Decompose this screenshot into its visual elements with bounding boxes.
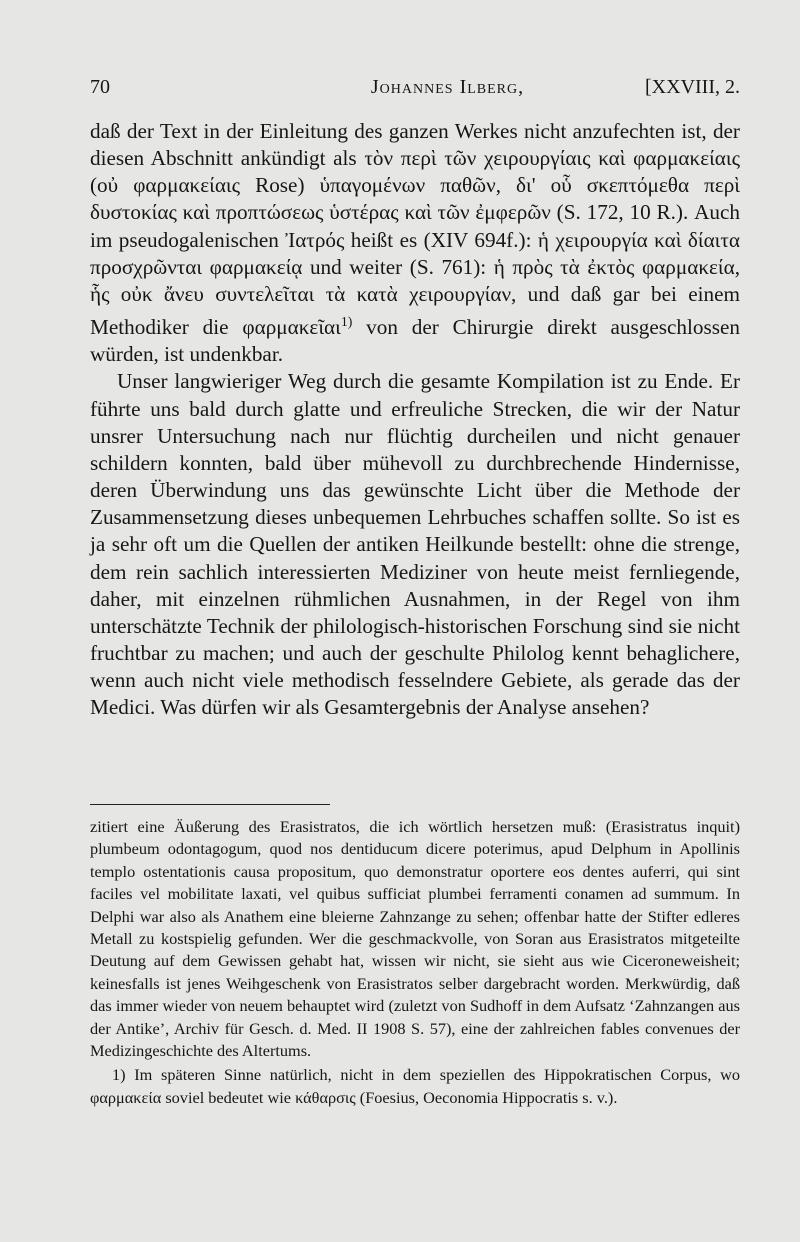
main-text	[90, 118, 740, 722]
paragraph-text-end: von der Chirurgie direkt ausgeschlossen würden, ist undenkbar.	[90, 315, 740, 367]
running-header	[90, 76, 740, 99]
footnote-marker: 1)	[340, 314, 353, 330]
footnotes	[90, 816, 740, 1109]
paragraph-text: daß der Text in der Einleitung des ganzen Werkes nicht anzufechten ist, der diesen Abschnitt ankündigt als τὸν περὶ τῶν χειρουργίαις καὶ φαρμακείαις (οὐ φαρμακείαις Rose) ὑπαγομένων παθῶν, δι' οὗ σκεπτόμεθα περὶ δυστοκίας καὶ προπτώσεως ὑστέρας καὶ τῶν ἐμφερῶν (S. 172, 10 R.). Auch im pseudogalenischen Ἰατρός heißt es (XIV 694f.): ἡ χειρουργία καὶ δίαιτα προσχρῶνται φαρμακείᾳ und weiter (S. 761): ἡ πρὸς τὰ ἐκτὸς φαρμακεία, ἧς οὐκ ἄνευ συντελεῖται τὰ κατὰ χειρουργίαν, und daß gar bei einem Methodiker die φαρμακεῖαι	[90, 119, 740, 340]
volume-reference: [XXVIII, 2.	[645, 76, 740, 98]
footnote-divider	[90, 804, 330, 805]
page-number: 70	[90, 76, 110, 98]
paragraph	[90, 118, 740, 368]
paragraph: Unser langwieriger Weg durch die gesamte Kompilation ist zu Ende. Er führte uns bald durch glatte und erfreuliche Strecken, die wir der Natur unsrer Untersuchung nach nur flüchtig durcheilen und nicht genauer schildern konnten, bald über mühevoll zu durchbrechende Hindernisse, deren Überwindung uns das gewünschte Licht über die Methode der Zusammensetzung dieses unbequemen Lehrbuches schaffen sollte. So ist es ja sehr oft um die Quellen der antiken Heilkunde bestellt: ohne die strenge, dem rein sachlich interessierten Mediziner von heute meist fernliegende, daher, mit einzelnen rühmlichen Ausnahmen, in der Regel von ihm unterschätzte Technik der philologisch-historischen Forschung sind sie nicht fruchtbar zu machen; und auch der geschulte Philolog kennt behaglichere, wenn auch nicht viele methodisch fesselndere Gebiete, als gerade das der Medici. Was dürfen wir als Gesamtergebnis der Analyse ansehen?	[90, 369, 740, 720]
footnote-1: 1) Im späteren Sinne natürlich, nicht in dem speziellen des Hippokratischen Corpus, wo φαρμακεία soviel bedeutet wie κάθαρσις (Foesius, Oeconomia Hippocratis s. v.).	[90, 1065, 740, 1107]
running-title: Johannes Ilberg,	[370, 76, 525, 98]
footnote-continued: zitiert eine Äußerung des Erasistratos, die ich wörtlich hersetzen muß: (Erasistratus inquit) plumbeum odontagogum, quod nos dentiducum dicere poterimus, apud Delphum in Apollinis templo ostentationis causa propositum, quo demonstratur oportere eos dentes auferri, qui sint faciles vel mobilitate laxati, vel quibus sufficiat plumbei ferramenti conamen ad summum. In Delphi war also als Anathem eine bleierne Zahnzange zu sehen; offenbar hatte der Stifter edleres Metall zu kostspielig gefunden. Wer die geschmackvolle, von Soran aus Erasistratos mitgeteilte Deutung auf dem Gewissen gehabt hat, wissen wir nicht, sie sieht aus wie Ciceroneweisheit; keinesfalls ist jenes Weihgeschenk von Erasistratos selber dargebracht worden. Merkwürdig, daß das immer wieder von neuem behauptet wird (zuletzt von Sudhoff in dem Aufsatz ‘Zahnzangen aus der Antike’, Archiv für Gesch. d. Med. II 1908 S. 57), eine der zahlreichen fables convenues der Medizingeschichte des Altertums.	[90, 817, 740, 1061]
